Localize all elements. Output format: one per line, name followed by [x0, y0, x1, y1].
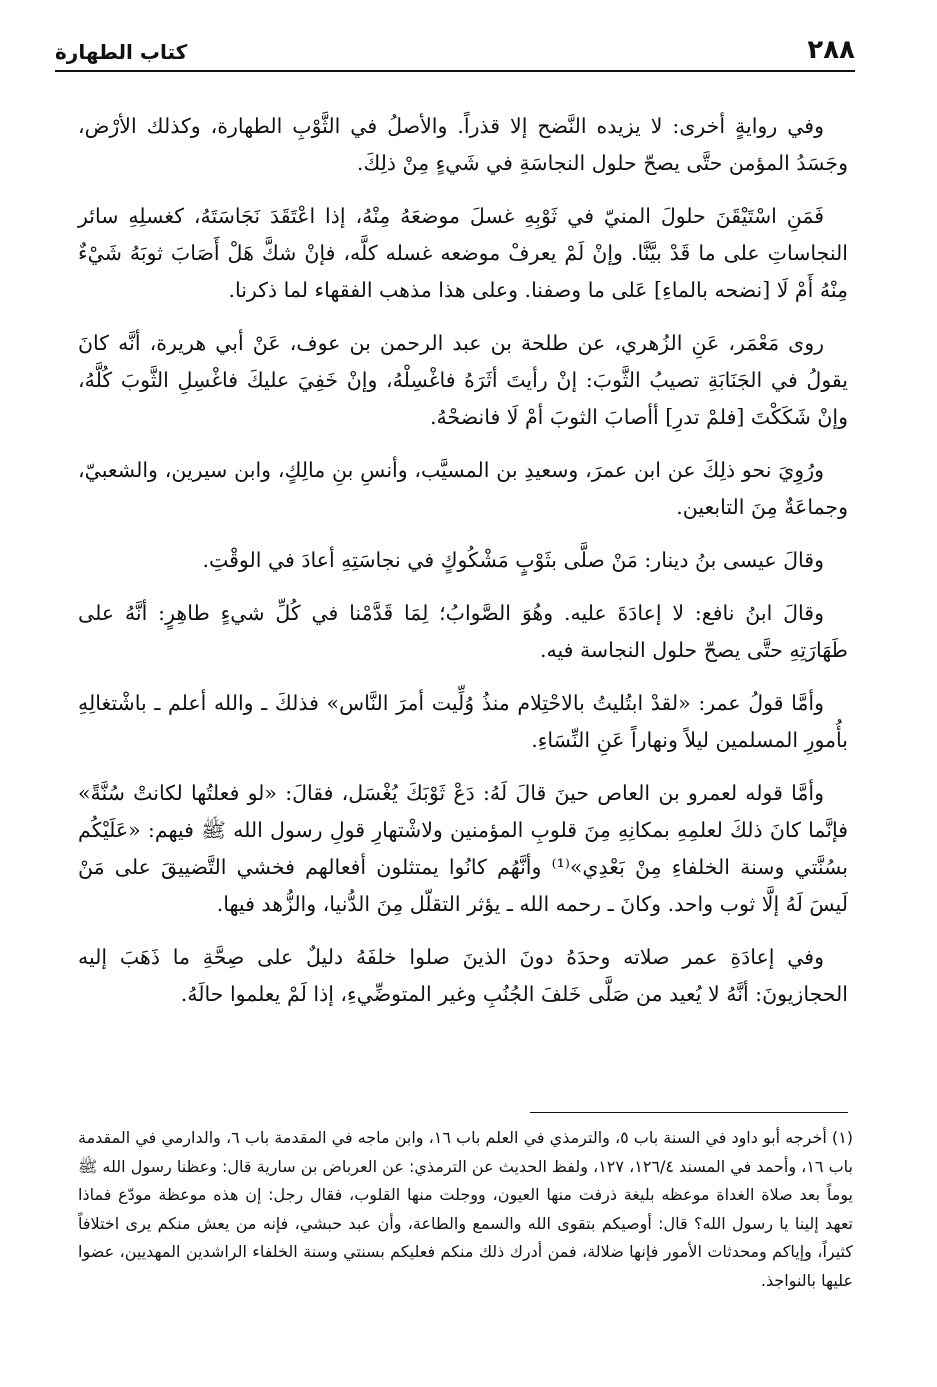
paragraph: وأمَّا قولُ عمر: «لقدْ ابتُليتُ بالاحْتِلام منذُ وُلِّيت أمرَ النَّاس» فذلكَ ـ والله أعلم ـ باشْتغالِهِ بأُمورِ المسلمين ليلاً ونهاراً عَنِ النِّسَاءِ. — [78, 691, 848, 752]
footnote: (١) أخرجه أبو داود في السنة باب ٥، والترمذي في العلم باب ١٦، وابن ماجه في المقدمة باب ٦، والدارمي في المقدمة باب ١٦، وأحمد في المسند ١٢٦/٤، ١٢٧، ولفظ الحديث عن الترمذي: عن العرباض بن سارية قال: وعظنا رسول الله ﷺ يوماً بعد صلاة الغداة موعظه بليغة ذرفت منها العيون، ووجلت منها القلوب، فقال رجل: إن هذه موعظة مودّع فماذا تعهد إلينا يا رسول الله؟ قال: أوصيكم بتقوى الله والسمع والطاعة، وأن عبد حبشي، فإنه من يعش منكم يرى اختلافاً كثيراً، وإياكم ومحدثات الأمور فإنها ضلالة، فمن أدرك ذلك منكم فعليكم بسنتي وسنة الخلفاء الراشدين المهديين، عضوا عليها بالنواجذ. — [78, 1128, 854, 1290]
paragraph: فَمَنِ اسْتَيْقَنَ حلولَ المنيّ في ثَوْبِهِ غسلَ موضعَهُ مِنْهُ، إذا اعْتَقَدَ نَجَاسَتَهُ، كغسلِهِ سائر النجاساتِ على ما قَدْ بيَّنَّا. وإنْ لَمْ يعرفْ موضعه غسله كلَّه، فإنْ شكَّ هَلْ أَصَابَ ثوبَهُ شَيْءٌ مِنْهُ أَمْ لَا [نضحه بالماءِ] عَلى ما وصفنا. وعلى هذا مذهب الفقهاء لما ذكرنا. — [78, 204, 848, 302]
paragraph: وقالَ عيسى بنُ دينار: مَنْ صلَّى بثَوْبٍ مَشْكُوكٍ في نجاسَتِهِ أعادَ في الوقْتِ. — [202, 548, 824, 572]
paragraph: وفي روايةٍ أخرى: لا يزيده النَّضح إلا قذراً. والأصلُ في الثَّوْبِ الطهارة، وكذلك الأرْض، وجَسَدُ المؤمن حتَّى يصحّ حلول النجاسَةِ في شَيءٍ مِنْ ذلِكَ. — [78, 114, 848, 175]
page-number: ٢٨٨ — [807, 35, 855, 65]
paragraph: وفي إعادَةِ عمر صلاته وحدَهُ دونَ الذينَ صلوا خلفَهُ دليلٌ على صِحَّةِ ما ذَهَبَ إليه الحجازيونَ: أنَّهُ لا يُعيد من صَلَّى خَلفَ الجُنُبِ وغير المتوضِّيءِ، إذا لَمْ يعلموا حالَهُ. — [78, 945, 848, 1006]
page-header — [55, 32, 855, 72]
paragraph: ورُوِيَ نحو ذلِكَ عن ابن عمرَ، وسعيدِ بن المسيَّب، وأنسِ بنِ مالِكٍ، وابن سيرين، والشعبيّ، وجماعَةٌ مِنَ التابعين. — [78, 458, 848, 519]
footnotes — [78, 1124, 853, 1295]
paragraph: وقالَ ابنُ نافع: لا إعادَةَ عليه. وهُوَ الصَّوابُ؛ لِمَا قَدَّمْنا في كُلِّ شيءٍ طاهِرٍ: أنَّهُ على طَهَارَتِهِ حتَّى يصحّ حلول النجاسة فيه. — [78, 601, 848, 662]
header-rule — [55, 70, 855, 72]
paragraph: روى مَعْمَر، عَنِ الزُهري، عن طلحة بن عبد الرحمن بن عوف، عَنْ أبي هريرة، أنَّه كانَ يقولُ في الجَنَابَةِ تصيبُ الثَّوبَ: إنْ رأيتَ أثَرَهُ فاغْسِلْهُ، وإنْ خَفِيَ عليكَ فاغْسِلِ الثَّوبَ كُلَّهُ، وإنْ شَكَكْتَ [فلمْ تدرِ] أأصابَ الثوبَ أمْ لَا فانضحْهُ. — [78, 331, 848, 429]
main-text — [78, 108, 848, 1029]
running-title: كتاب الطهارة — [55, 40, 188, 64]
footnote-divider — [530, 1112, 848, 1113]
paragraph: وأمَّا قوله لعمرو بن العاص حينَ قالَ لَهُ: دَعْ ثَوْبَكَ يُغْسَل، فقالَ: «لو فعلتُها لكانتْ سُنَّةً» فإنَّما كانَ ذلكَ لعلمِهِ بمكانِهِ مِنَ قلوبِ المؤمنين ولاشْتهارِ قولِ رسول الله ﷺ فيهم: «عَلَيْكُم بسُنَّتي وسنة الخلفاءِ مِنْ بَعْدِي»⁽¹⁾ وأنَّهُم كانُوا يمتثلون أفعالهم فخشي التَّضييقَ على مَنْ لَيسَ لَهُ إلَّا ثوب واحد. وكانَ ـ رحمه الله ـ يؤثر التقلّل مِنَ الدُّنيا، والزُّهد فيها. — [78, 781, 848, 916]
